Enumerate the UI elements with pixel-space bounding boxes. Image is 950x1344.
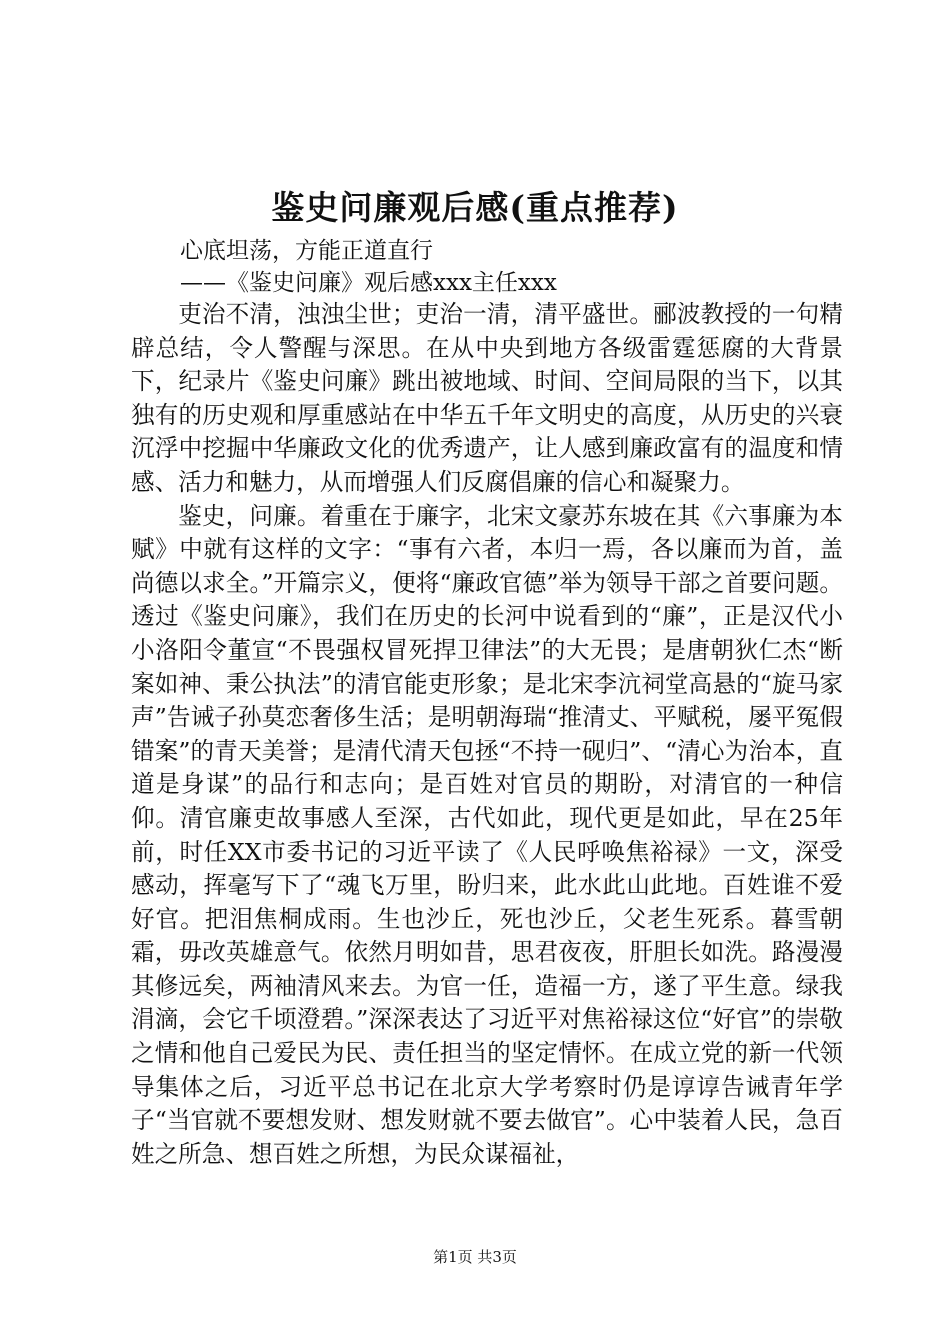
subtitle-line-2: ——《鉴史问廉》观后感xxx主任xxx [180, 270, 557, 296]
document-title: 鉴史问廉观后感(重点推荐) [271, 188, 679, 227]
paragraph: 吏治不清，浊浊尘世；吏治一清，清平盛世。郦波教授的一句精辟总结，令人警醒与深思。在从中央到地方各级雷霆惩腐的大背景下，纪录片《鉴史问廉》跳出被地域、时间、空间局限的当下，以其独有的历史观和厚重感站在中华五千年文明史的高度，从历史的兴衰沉浮中挖掘中华廉政文化的优秀遗产，让人感到廉政富有的温度和情感、活力和魅力，从而增强人们反腐倡廉的信心和凝聚力。 [131, 300, 843, 496]
page-number-footer: 第1页 共3页 [433, 1248, 517, 1266]
document-body [131, 298, 843, 1171]
subtitle-line-1: 心底坦荡，方能正道直行 [180, 238, 433, 264]
paragraph: 鉴史，问廉。着重在于廉字，北宋文豪苏东坡在其《六事廉为本赋》中就有这样的文字：“事有六者，本归一焉，各以廉而为首，盖尚德以求全。”开篇宗义，便将“廉政官德”举为领导干部之首要问题。透过《鉴史问廉》，我们在历史的长河中说看到的“廉”，正是汉代小小洛阳令董宣“不畏强权冒死捍卫律法”的大无畏；是唐朝狄仁杰“断案如神、秉公执法”的清官能吏形象；是北宋李沆祠堂高悬的“旋马家声”告诫子孙莫恋奢侈生活；是明朝海瑞“推清丈、平赋税，屡平冤假错案”的青天美誉；是清代清天包拯“不持一砚归”、“清心为治本，直道是身谋”的品行和志向；是百姓对官员的期盼，对清官的一种信仰。清官廉吏故事感人至深，古代如此，现代更是如此，早在25年前，时任XX市委书记的习近平读了《人民呼唤焦裕禄》一文，深受感动，挥毫写下了“魂飞万里，盼归来，此水此山此地。百姓谁不爱好官。把泪焦桐成雨。生也沙丘，死也沙丘，父老生死系。暮雪朝霜，毋改英雄意气。依然月明如昔，思君夜夜，肝胆长如洗。路漫漫其修远矣，两袖清风来去。为官一任，造福一方，遂了平生意。绿我涓滴，会它千顷澄碧。”深深表达了习近平对焦裕禄这位“好官”的崇敬之情和他自己爱民为民、责任担当的坚定情怀。在成立党的新一代领导集体之后，习近平总书记在北京大学考察时仍是谆谆告诫青年学子“当官就不要想发财、想发财就不要去做官”。心中装着人民，急百姓之所急、想百姓之所想，为民众谋福祉， [131, 501, 843, 1168]
